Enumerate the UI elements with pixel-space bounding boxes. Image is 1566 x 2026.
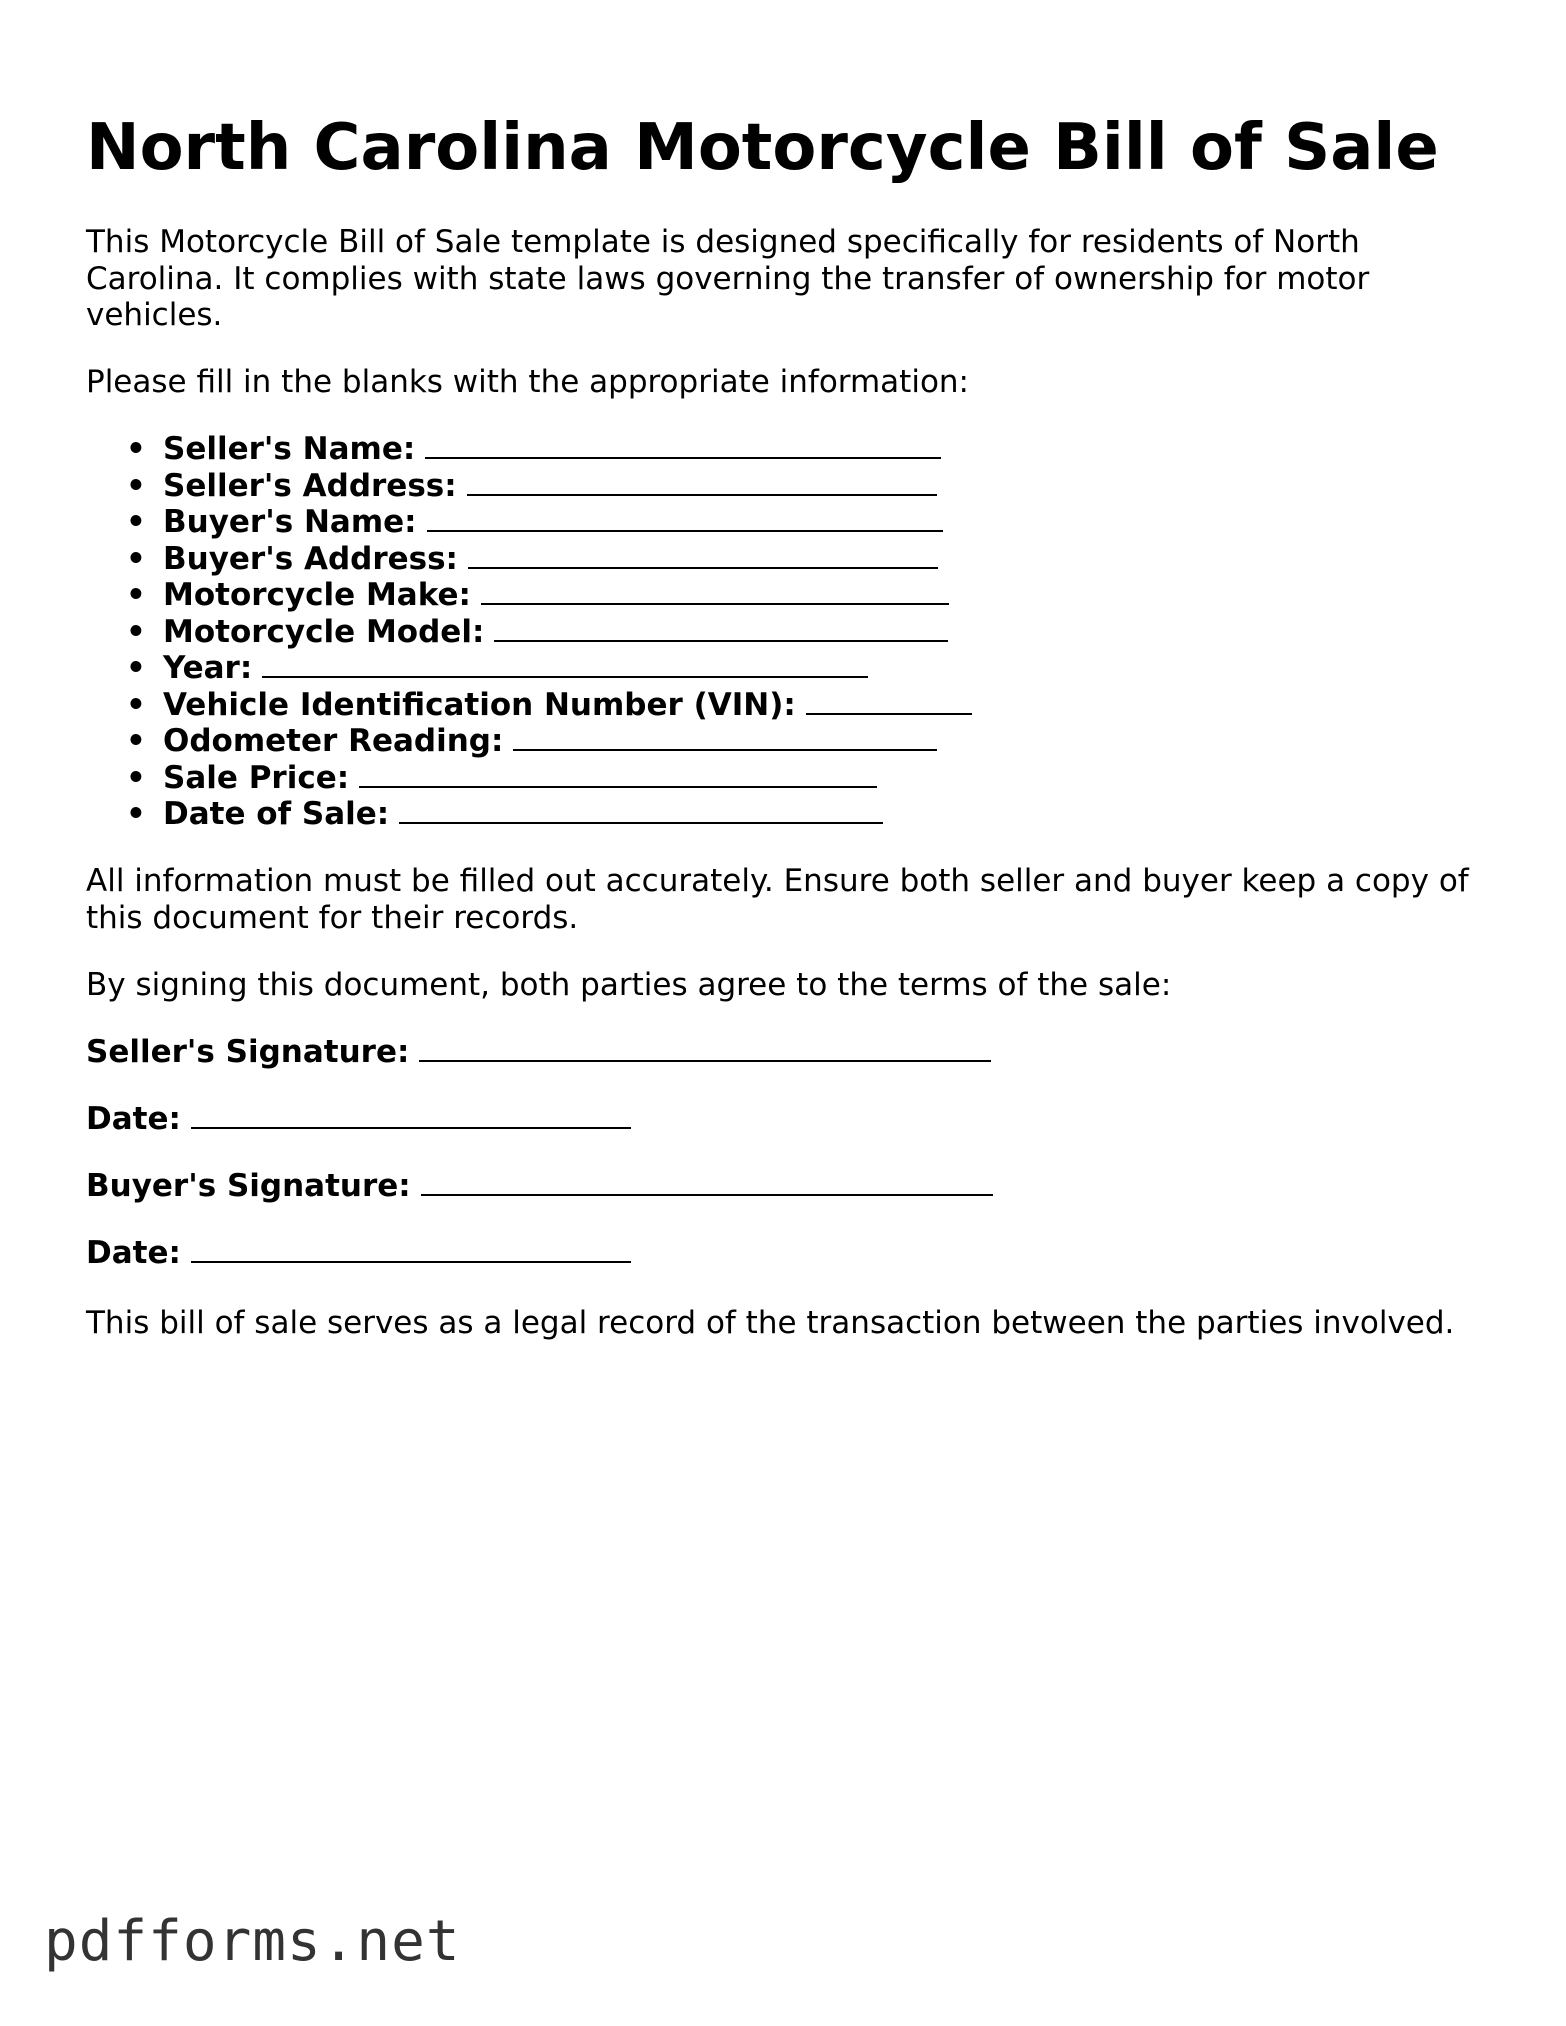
seller-date-line [86,1101,631,1138]
bullet-icon: • [126,467,146,504]
closing-statement: This bill of sale serves as a legal record of the transaction between the parties involved. [86,1305,1455,1341]
bullet-icon: • [126,431,146,467]
seller-date-blank[interactable] [191,1101,631,1129]
field-label: Motorcycle Model: [163,613,485,650]
field-label: Date of Sale: [163,796,390,832]
buyers-name-blank[interactable] [427,504,943,532]
bullet-icon: • [126,686,146,723]
motorcycle-make-blank[interactable] [481,577,949,605]
buyer-date-line [86,1235,631,1272]
field-label: Motorcycle Make: [163,577,471,613]
bullet-icon: • [126,613,146,650]
seller-date-label: Date: [86,1101,181,1137]
date-of-sale-blank[interactable] [399,796,883,824]
field-list [86,431,972,833]
buyer-date-blank[interactable] [191,1235,631,1263]
field-label: Buyer's Name: [163,504,417,540]
bullet-icon: • [126,540,146,577]
field-label: Buyer's Address: [163,540,458,577]
field-motorcycle-make [86,577,972,614]
field-sellers-name [86,431,972,468]
sale-price-blank[interactable] [359,760,877,788]
seller-signature-label: Seller's Signature: [86,1034,410,1070]
motorcycle-model-blank[interactable] [494,614,948,642]
bullet-icon: • [126,577,146,613]
field-label: Seller's Name: [163,431,416,467]
agreement-statement: By signing this document, both parties agree to the terms of the sale: [86,967,1172,1003]
field-label: Sale Price: [163,759,350,796]
field-date-of-sale [86,796,972,833]
field-label: Vehicle Identification Number (VIN): [163,686,796,723]
vin-blank[interactable] [806,687,972,715]
fill-instruction: Please fill in the blanks with the appropriate information: [86,364,970,400]
field-label: Seller's Address: [163,467,457,504]
watermark-logo: pdfforms.net [44,1909,461,1974]
sellers-address-blank[interactable] [467,468,937,496]
buyers-address-blank[interactable] [468,541,938,569]
seller-signature-blank[interactable] [419,1034,991,1062]
odometer-reading-blank[interactable] [513,723,937,751]
field-buyers-address [86,541,972,578]
field-label: Odometer Reading: [163,723,504,759]
field-sale-price [86,760,972,797]
bullet-icon: • [126,796,146,832]
bullet-icon: • [126,759,146,796]
bullet-icon: • [126,650,146,686]
field-odometer-reading [86,723,972,760]
field-buyers-name [86,504,972,541]
bullet-icon: • [126,723,146,759]
field-year [86,650,972,687]
intro-paragraph: This Motorcycle Bill of Sale template is designed specifically for residents of North Carolina. It complies with state laws governing the transfer of ownership for motor vehicles. [86,224,1370,333]
buyer-date-label: Date: [86,1235,181,1271]
field-vin [86,687,972,724]
page-title: North Carolina Motorcycle Bill of Sale [86,111,1439,185]
field-motorcycle-model [86,614,972,651]
sellers-name-blank[interactable] [425,431,941,459]
field-sellers-address [86,468,972,505]
field-label: Year: [163,650,253,686]
seller-signature-line [86,1034,991,1071]
buyer-signature-label: Buyer's Signature: [86,1168,411,1204]
buyer-signature-line [86,1168,993,1205]
year-blank[interactable] [262,650,868,678]
buyer-signature-blank[interactable] [421,1168,993,1196]
bullet-icon: • [126,504,146,540]
accuracy-note: All information must be filled out accurately. Ensure both seller and buyer keep a copy of this document for their records. [86,863,1469,936]
